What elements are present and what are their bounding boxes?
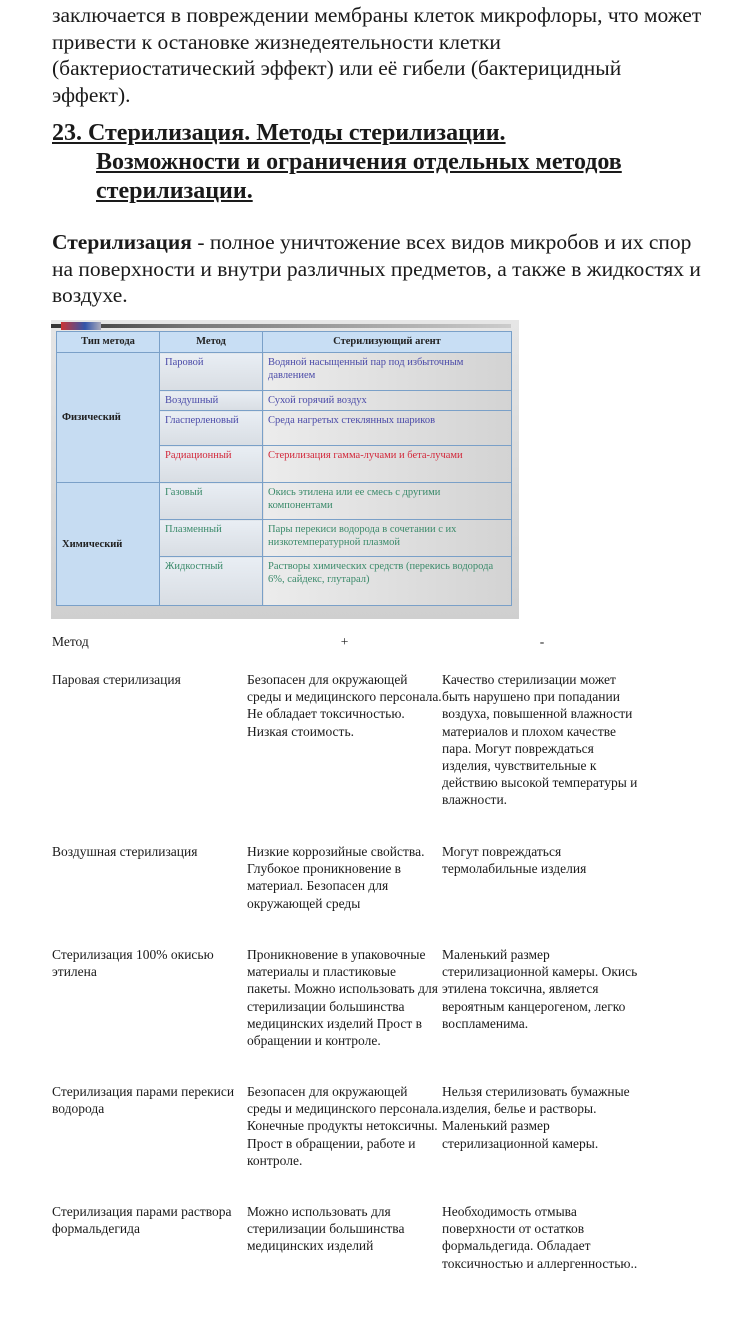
method-pros: Безопасен для окружающей среды и медицинского персонала. Конечные продукты нетоксичны. Прост в обращении, работе и контроле. (247, 1084, 442, 1168)
method-cell: Плазменный (160, 520, 263, 557)
method-cell: Радиационный (160, 446, 263, 483)
method-cons: Нельзя стерилизовать бумажные изделия, белье и растворы. Маленький размер стерилизационной камеры. (442, 1084, 630, 1151)
agent-cell: Стерилизация гамма-лучами и бета-лучами (263, 446, 512, 483)
method-cell: Жидкостный (160, 557, 263, 606)
table-row (52, 1083, 652, 1203)
table-row (57, 483, 512, 520)
method-cons: Могут повреждаться термолабильные изделия (442, 844, 587, 877)
col-header-type: Тип метода (57, 332, 160, 353)
method-name: Паровая стерилизация (52, 672, 181, 687)
table-row (57, 353, 512, 391)
slide-decor-accent (61, 322, 101, 330)
type-chemical: Химический (57, 483, 160, 606)
table-row (52, 671, 652, 843)
header-cons: - (539, 634, 545, 649)
slide-decor-bar (51, 324, 511, 328)
agent-cell: Растворы химических средств (перекись водорода 6%, сайдекс, глутарал) (263, 557, 512, 606)
method-pros: Безопасен для окружающей среды и медицинского персонала. Не обладает токсичностью. Низкая стоимость. (247, 672, 442, 739)
type-physical: Физический (57, 353, 160, 483)
definition-text: - полное уничтожение всех видов микробов и их спор на поверхности и внутри различных предметов, а также в жидкостях и воздухе. (52, 230, 701, 307)
comparison-table (52, 633, 652, 1272)
method-pros: Можно использовать для стерилизации большинства медицинских изделий (247, 1204, 405, 1254)
method-name: Стерилизация парами раствора формальдегида (52, 1204, 232, 1237)
definition-term: Стерилизация (52, 230, 192, 254)
method-cell: Газовый (160, 483, 263, 520)
agent-cell: Пары перекиси водорода в сочетании с их низкотемпературной плазмой (263, 520, 512, 557)
section-heading (52, 119, 732, 206)
table-row (52, 946, 652, 1083)
agent-cell: Среда нагретых стеклянных шариков (263, 411, 512, 446)
definition-paragraph (52, 229, 702, 309)
header-pros: + (340, 634, 349, 649)
method-name: Стерилизация парами перекиси водорода (52, 1084, 235, 1117)
intro-paragraph: заключается в повреждении мембраны клеток микрофлоры, что может привести к остановке жизнедеятельности клетки (бактериостатический эффект) или её гибели (бактерицидный эффект). (52, 3, 702, 107)
method-pros: Проникновение в упаковочные материалы и пластиковые пакеты. Можно использовать для стерилизации большинства медицинских изделий Прост в обращении и контроле. (247, 947, 438, 1049)
table-row (52, 1203, 652, 1272)
heading-line-2: Возможности и ограничения отдельных методов (96, 149, 622, 175)
slide-image (51, 320, 519, 619)
heading-line-1: 23. Стерилизация. Методы стерилизации. (52, 120, 506, 146)
col-header-method: Метод (160, 332, 263, 353)
agent-cell: Водяной насыщенный пар под избыточным давлением (263, 353, 512, 391)
comparison-header (52, 633, 652, 671)
table-row (52, 843, 652, 946)
method-cons: Качество стерилизации может быть нарушено при попадании воздуха, повышенной влажности материалов и плохом качестве пара. Могут повреждаться изделия, чувствительные к действию высокой температуры и влажности. (442, 672, 638, 808)
method-cell: Гласперленовый (160, 411, 263, 446)
method-cell: Паровой (160, 353, 263, 391)
col-header-agent: Стерилизующий агент (263, 332, 512, 353)
header-method: Метод (52, 634, 89, 649)
method-name: Воздушная стерилизация (52, 844, 198, 859)
method-name: Стерилизация 100% окисью этилена (52, 947, 214, 980)
agent-cell: Сухой горячий воздух (263, 391, 512, 411)
agent-cell: Окись этилена или ее смесь с другими компонентами (263, 483, 512, 520)
method-pros: Низкие коррозийные свойства. Глубокое проникновение в материал. Безопасен для окружающей среды (247, 844, 425, 911)
method-cell: Воздушный (160, 391, 263, 411)
sterilization-methods-table (56, 331, 512, 606)
method-cons: Необходимость отмыва поверхности от остатков формальдегида. Обладает токсичностью и аллергенностью.. (442, 1204, 638, 1271)
method-cons: Маленький размер стерилизационной камеры. Окись этилена токсична, является вероятным канцерогеном, легко воспламенима. (442, 947, 638, 1031)
heading-line-3: стерилизации. (96, 178, 253, 204)
